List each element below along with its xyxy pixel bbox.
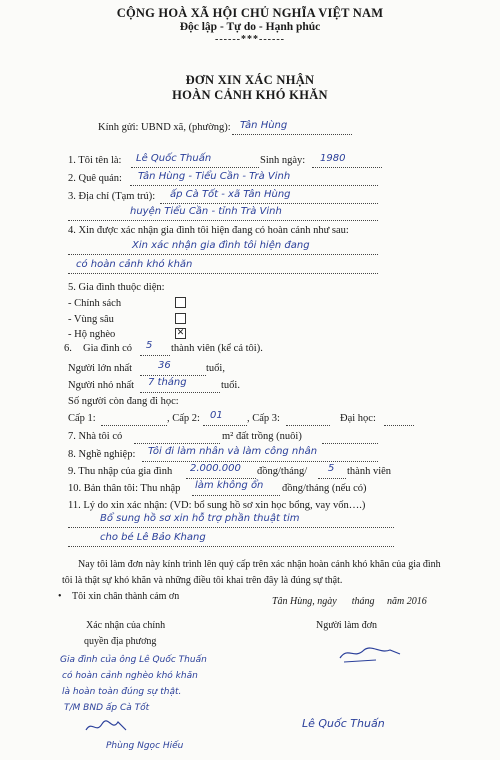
self-income-value: làm không ổn xyxy=(195,480,264,491)
recipient-label: Kính gửi: UBND xã, (phường): xyxy=(98,122,231,133)
house-label: 7. Nhà tôi có xyxy=(68,431,123,442)
request-value-1: Xin xác nhận gia đình tôi hiện đang xyxy=(132,240,310,251)
oldest-value: 36 xyxy=(158,360,171,371)
country-heading: CỘNG HOÀ XÃ HỘI CHỦ NGHĨA VIỆT NAM xyxy=(116,6,384,20)
level2-label: , Cấp 2: xyxy=(167,413,200,424)
income-suffix-2: thành viên xyxy=(347,466,392,477)
name-value: Lê Quốc Thuấn xyxy=(136,153,212,164)
income-members-value: 5 xyxy=(328,463,335,474)
bullet-marker: • xyxy=(58,591,62,602)
level1-label: Cấp 1: xyxy=(68,413,96,424)
request-value-2: có hoàn cảnh khó khăn xyxy=(76,259,193,270)
official-name: Phùng Ngọc Hiếu xyxy=(106,741,184,751)
dob-value: 1980 xyxy=(320,153,346,164)
level3-label: , Cấp 3: xyxy=(247,413,280,424)
hometown-label: 2. Quê quán: xyxy=(68,173,122,184)
oldest-suffix: tuổi, xyxy=(206,363,225,374)
commitment-line-2: tôi là thật sự khó khăn và những điều tôi khai trên đây là đúng sự thật. xyxy=(62,575,343,586)
confirm-note-4: T/M BND ấp Cà Tốt xyxy=(64,703,150,713)
confirm-note-1: Gia đình của ông Lê Quốc Thuấn xyxy=(60,655,207,665)
members-value: 5 xyxy=(146,340,153,351)
form-title: ĐƠN XIN XÁC NHẬN xyxy=(185,73,315,87)
sign-date: Tân Hùng, ngày tháng năm 2016 xyxy=(272,596,427,607)
option-policy-checkbox[interactable] xyxy=(175,297,186,308)
applicant-name: Lê Quốc Thuấn xyxy=(302,717,385,730)
income-suffix: đồng/tháng/ xyxy=(257,466,308,477)
option-poor-checkbox[interactable]: ✕ xyxy=(176,328,185,338)
job-label: 8. Nghề nghiệp: xyxy=(68,449,136,460)
youngest-suffix: tuổi. xyxy=(221,380,240,391)
members-label: Gia đình có xyxy=(83,343,132,354)
house-suffix: m² đất trồng (nuôi) xyxy=(222,431,302,442)
form-subtitle: HOÀN CẢNH KHÓ KHĂN xyxy=(172,88,328,102)
self-income-label: 10. Bản thân tôi: Thu nhập xyxy=(68,483,181,494)
members-number: 6. xyxy=(64,343,72,354)
reason-value-2: cho bé Lê Bảo Khang xyxy=(100,532,206,543)
address-value: ấp Cà Tốt - xã Tân Hùng xyxy=(170,189,291,200)
address-label: 3. Địa chỉ (Tạm trú): xyxy=(68,191,156,202)
reason-label: 11. Lý do xin xác nhận: (VD: bổ sung hồ sơ xin học bổng, vay vốn….) xyxy=(68,500,366,511)
income-value: 2.000.000 xyxy=(190,463,241,474)
recipient-value: Tân Hùng xyxy=(240,120,288,131)
option-remote-label: - Vùng sâu xyxy=(68,314,114,325)
hometown-value: Tân Hùng - Tiểu Cần - Trà Vinh xyxy=(138,171,291,182)
confirm-note-3: là hoàn toàn đúng sự thật. xyxy=(62,687,182,697)
official-signature-icon xyxy=(82,716,162,738)
thanks-line: Tôi xin chân thành cảm ơn xyxy=(72,591,180,602)
income-label: 9. Thu nhập của gia đình xyxy=(68,466,173,477)
youngest-value: 7 tháng xyxy=(148,377,187,388)
dob-label: Sinh ngày: xyxy=(260,155,306,166)
youngest-label: Người nhỏ nhất xyxy=(68,380,135,391)
level2-value: 01 xyxy=(210,410,223,421)
right-sign-title: Người làm đơn xyxy=(316,620,377,631)
university-label: Đại học: xyxy=(340,413,376,424)
left-sign-title-1: Xác nhận của chính xyxy=(86,620,166,631)
request-label: 4. Xin được xác nhận gia đình tôi hiện đang có hoàn cảnh như sau: xyxy=(68,225,349,236)
option-policy-label: - Chính sách xyxy=(68,298,122,309)
divider: ------***------ xyxy=(215,34,285,45)
option-poor-label: - Hộ nghèo xyxy=(68,329,116,340)
job-value: Tôi đi làm nhân và làm công nhân xyxy=(148,446,318,457)
left-sign-title-2: quyền địa phương xyxy=(84,636,157,647)
confirm-note-2: có hoàn cảnh nghèo khó khăn xyxy=(62,671,198,681)
reason-value-1: Bổ sung hồ sơ xin hỗ trợ phần thuật tim xyxy=(100,513,300,524)
self-income-suffix: đồng/tháng (nếu có) xyxy=(282,483,367,494)
family-type-label: 5. Gia đình thuộc diện: xyxy=(68,282,165,293)
motto: Độc lập - Tự do - Hạnh phúc xyxy=(179,21,321,33)
members-suffix: thành viên (kể cả tôi). xyxy=(171,343,263,354)
oldest-label: Người lớn nhất xyxy=(68,363,133,374)
applicant-signature-icon xyxy=(336,640,406,666)
option-remote-checkbox[interactable] xyxy=(175,313,186,324)
address-value-2: huyện Tiểu Cần - tỉnh Trà Vinh xyxy=(130,206,282,217)
name-label: 1. Tôi tên là: xyxy=(68,155,122,166)
students-label: Số người còn đang đi học: xyxy=(68,396,179,407)
commitment-line-1: Nay tôi làm đơn này kính trình lên quý cấp trên xác nhận hoàn cảnh khó khăn của gia đình xyxy=(78,559,441,570)
